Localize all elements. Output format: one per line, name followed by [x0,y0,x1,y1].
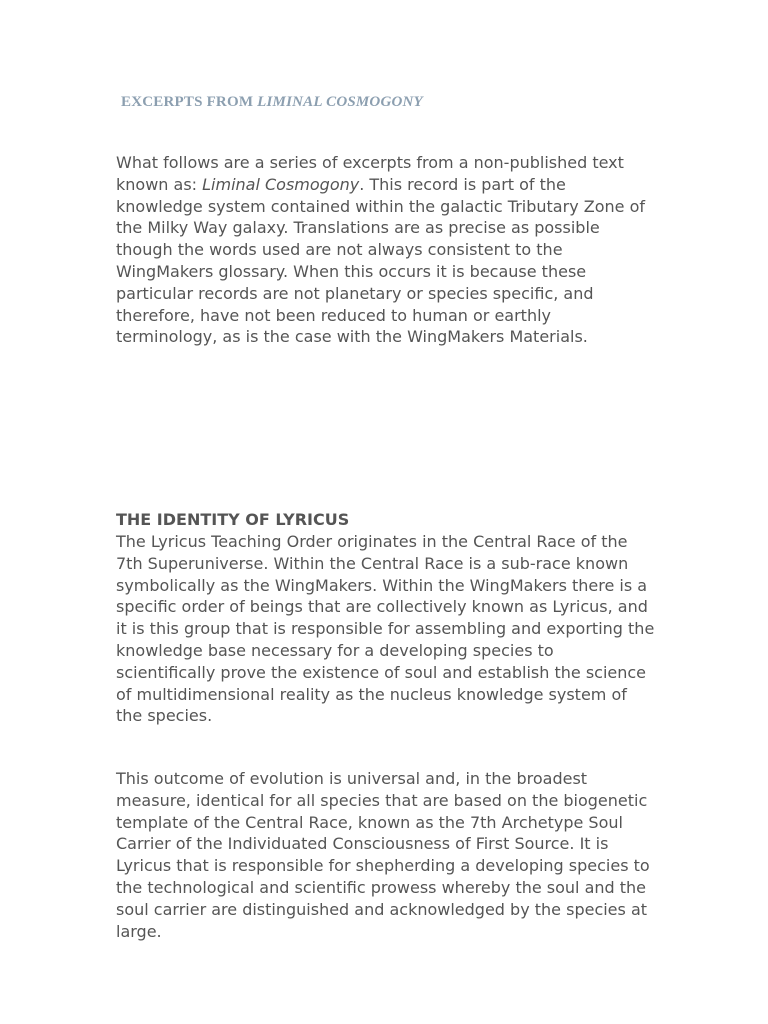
heading-prefix: EXCERPTS FROM [121,94,258,110]
intro-text-start: What follows are a series of excerpts from a non-published text known as: [116,153,624,194]
body-paragraph-2: This outcome of evolution is universal and, in the broadest measure, identical for all species that are based on the biogenetic template of the Central Race, known as the 7th Archetype Soul Carrier of the Individuated Consciousness of First Source. It is Lyricus that is responsible for shepherding a developing species to the technological and scientific prowess whereby the soul and the soul carrier are distinguished and acknowledged by the species at large. [116,769,650,941]
heading-title: LIMINAL COSMOGONY [257,94,423,110]
intro-text-end: . This record is part of the knowledge system contained within the galactic Tributary Zone of the Milky Way galaxy. Translations are as precise as possible though the words used are not always consistent to the WingMakers glossary. When this occurs it is because these particular records are not planetary or species specific, and therefore, have not been reduced to human or earthly terminology, as is the case with the WingMakers Materials. [116,174,645,347]
body-paragraph-1: The Lyricus Teaching Order originates in the Central Race of the 7th Superuniverse. Within the Central Race is a sub-race known symbolically as the WingMakers. Within the WingMakers there is a specific order of beings that are collectively known as Lyricus, and it is this group that is responsible for assembling and exporting the knowledge base necessary for a developing species to scientifically prove the existence of soul and establish the science of multidimensional reality as the nucleus knowledge system of the species. [116,532,655,726]
section-title: THE IDENTITY OF LYRICUS [116,510,350,529]
intro-paragraph [116,152,656,348]
intro-book-title: Liminal Cosmogony [202,174,360,194]
document-heading [121,94,423,111]
